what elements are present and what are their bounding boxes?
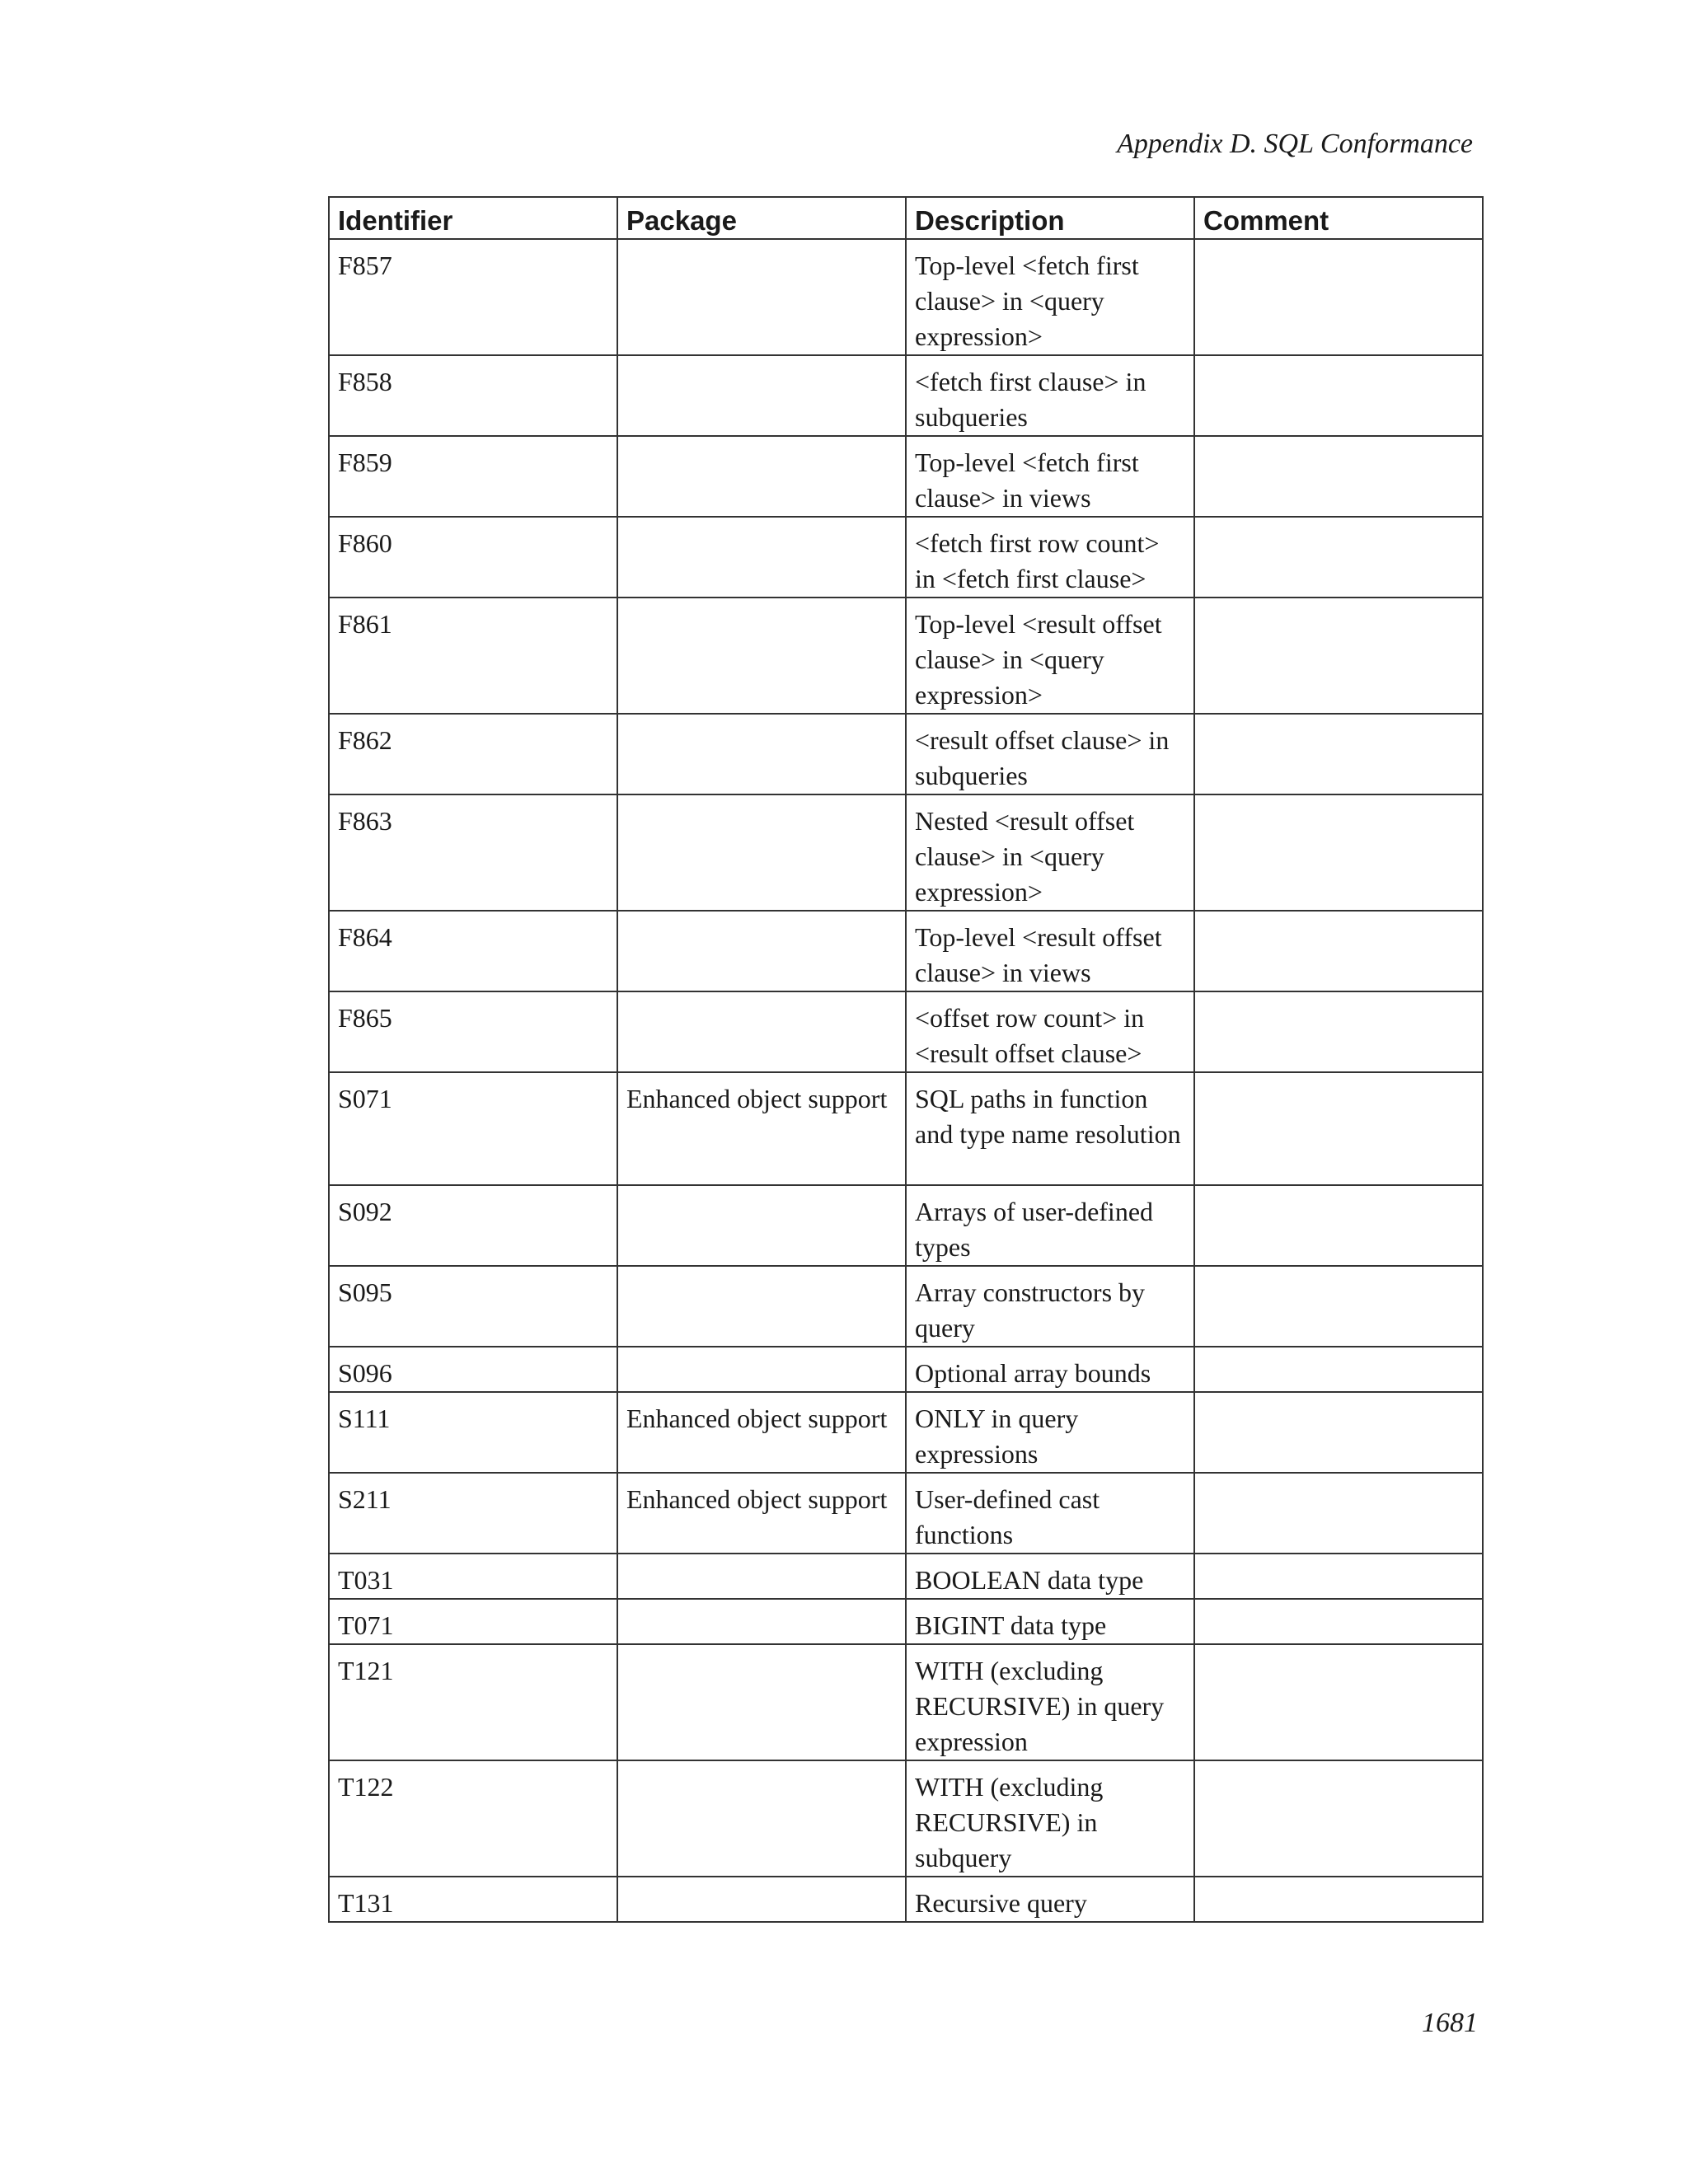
cell-comment: [1194, 1266, 1483, 1347]
cell-description: Top-level <result offset clause> in views: [906, 911, 1194, 991]
cell-identifier: F857: [329, 239, 617, 355]
cell-comment: [1194, 1392, 1483, 1473]
cell-description: <fetch first clause> in subqueries: [906, 355, 1194, 436]
table-row: [329, 355, 1483, 436]
cell-description: SQL paths in function and type name resolution: [906, 1072, 1194, 1185]
cell-package: [617, 1760, 906, 1877]
cell-comment: [1194, 991, 1483, 1072]
table-row: [329, 1185, 1483, 1266]
cell-comment: [1194, 517, 1483, 598]
table-row: [329, 1473, 1483, 1554]
table-row: [329, 1392, 1483, 1473]
cell-description: ONLY in query expressions: [906, 1392, 1194, 1473]
cell-description: Optional array bounds: [906, 1347, 1194, 1392]
cell-identifier: S211: [329, 1473, 617, 1554]
cell-comment: [1194, 1473, 1483, 1554]
cell-package: [617, 794, 906, 911]
cell-package: [617, 355, 906, 436]
cell-package: [617, 714, 906, 794]
cell-identifier: F863: [329, 794, 617, 911]
table-row: [329, 714, 1483, 794]
cell-identifier: S071: [329, 1072, 617, 1185]
cell-description: Top-level <fetch first clause> in <query expression>: [906, 239, 1194, 355]
cell-package: [617, 1599, 906, 1644]
cell-description: User-defined cast functions: [906, 1473, 1194, 1554]
cell-package: [617, 1644, 906, 1760]
column-header-identifier: Identifier: [329, 197, 617, 239]
cell-package: [617, 1554, 906, 1599]
cell-description: Top-level <fetch first clause> in views: [906, 436, 1194, 517]
cell-comment: [1194, 1072, 1483, 1185]
table-row: [329, 1877, 1483, 1922]
cell-identifier: F860: [329, 517, 617, 598]
table-row: [329, 1599, 1483, 1644]
cell-comment: [1194, 1185, 1483, 1266]
cell-identifier: F862: [329, 714, 617, 794]
cell-package: [617, 1877, 906, 1922]
table-row: [329, 794, 1483, 911]
cell-description: <fetch first row count> in <fetch first clause>: [906, 517, 1194, 598]
cell-package: [617, 598, 906, 714]
cell-comment: [1194, 239, 1483, 355]
cell-package: Enhanced object support: [617, 1392, 906, 1473]
table-row: [329, 517, 1483, 598]
conformance-table-container: [328, 196, 1484, 1923]
table-header-row: [329, 197, 1483, 239]
cell-comment: [1194, 355, 1483, 436]
cell-description: WITH (excluding RECURSIVE) in subquery: [906, 1760, 1194, 1877]
cell-comment: [1194, 1347, 1483, 1392]
table-row: [329, 1644, 1483, 1760]
cell-identifier: T071: [329, 1599, 617, 1644]
cell-package: [617, 1185, 906, 1266]
cell-identifier: F865: [329, 991, 617, 1072]
cell-identifier: F859: [329, 436, 617, 517]
cell-comment: [1194, 1644, 1483, 1760]
cell-identifier: T122: [329, 1760, 617, 1877]
cell-description: BOOLEAN data type: [906, 1554, 1194, 1599]
running-header: Appendix D. SQL Conformance: [1117, 129, 1473, 159]
cell-description: WITH (excluding RECURSIVE) in query expression: [906, 1644, 1194, 1760]
cell-description: Nested <result offset clause> in <query expression>: [906, 794, 1194, 911]
cell-package: [617, 239, 906, 355]
table-row: [329, 1760, 1483, 1877]
cell-identifier: T031: [329, 1554, 617, 1599]
table-row: [329, 911, 1483, 991]
cell-description: <result offset clause> in subqueries: [906, 714, 1194, 794]
column-header-comment: Comment: [1194, 197, 1483, 239]
cell-package: Enhanced object support: [617, 1473, 906, 1554]
cell-comment: [1194, 1554, 1483, 1599]
page-number: 1681: [1422, 2008, 1478, 2038]
cell-identifier: F858: [329, 355, 617, 436]
cell-identifier: S096: [329, 1347, 617, 1392]
table-row: [329, 1072, 1483, 1185]
cell-comment: [1194, 1760, 1483, 1877]
cell-description: Arrays of user-defined types: [906, 1185, 1194, 1266]
cell-description: <offset row count> in <result offset clause>: [906, 991, 1194, 1072]
table-row: [329, 436, 1483, 517]
cell-identifier: S095: [329, 1266, 617, 1347]
table-row: [329, 239, 1483, 355]
cell-comment: [1194, 714, 1483, 794]
cell-description: BIGINT data type: [906, 1599, 1194, 1644]
column-header-description: Description: [906, 197, 1194, 239]
cell-package: [617, 1266, 906, 1347]
cell-description: Top-level <result offset clause> in <query expression>: [906, 598, 1194, 714]
cell-description: Array constructors by query: [906, 1266, 1194, 1347]
cell-package: [617, 1347, 906, 1392]
conformance-table: [328, 196, 1484, 1923]
cell-comment: [1194, 911, 1483, 991]
cell-description: Recursive query: [906, 1877, 1194, 1922]
cell-package: [617, 991, 906, 1072]
table-row: [329, 1554, 1483, 1599]
column-header-package: Package: [617, 197, 906, 239]
table-row: [329, 598, 1483, 714]
cell-package: [617, 436, 906, 517]
cell-identifier: F864: [329, 911, 617, 991]
cell-comment: [1194, 436, 1483, 517]
cell-comment: [1194, 1599, 1483, 1644]
table-row: [329, 1266, 1483, 1347]
cell-package: [617, 911, 906, 991]
cell-comment: [1194, 794, 1483, 911]
table-row: [329, 1347, 1483, 1392]
cell-identifier: S092: [329, 1185, 617, 1266]
cell-comment: [1194, 598, 1483, 714]
table-row: [329, 991, 1483, 1072]
cell-identifier: S111: [329, 1392, 617, 1473]
cell-identifier: T131: [329, 1877, 617, 1922]
cell-identifier: T121: [329, 1644, 617, 1760]
cell-package: Enhanced object support: [617, 1072, 906, 1185]
cell-identifier: F861: [329, 598, 617, 714]
cell-comment: [1194, 1877, 1483, 1922]
cell-package: [617, 517, 906, 598]
